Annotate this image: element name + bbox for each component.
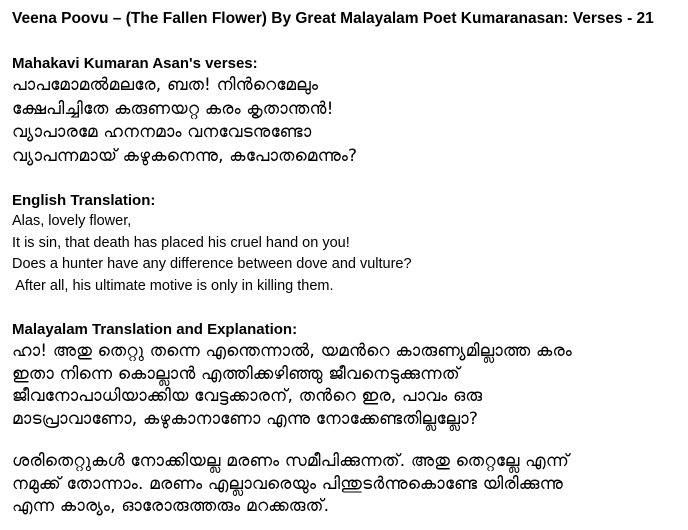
english-line-1: Alas, lovely flower, xyxy=(12,213,132,229)
english-line-4: After all, his ultimate motive is only in killing them. xyxy=(12,277,334,294)
verse-line-3: വ്യാപാരമേ ഹനനമാം വനവേടനുണ്ടോ xyxy=(12,122,312,142)
explanation-p1-line-4: മാടപ്രാവാണോ, കഴുകാനാണോ എന്നു നോക്കേണ്ടതില്ലല്ലോ? xyxy=(12,408,479,429)
verse-line-1: പാപമോമൽമലരേ, ബത! നിൻറെമേലും xyxy=(12,75,319,95)
page-title: Veena Poovu – (The Fallen Flower) By Great Malayalam Poet Kumaranasan: Verses - 21 xyxy=(12,10,654,27)
verses-heading: Mahakavi Kumaran Asan's verses: xyxy=(12,55,258,72)
explanation-p1-line-1: ഹാ! അതു തെറ്റു തന്നെ എന്തെന്നാൽ, യമൻറെ കാരുണ്യമില്ലാത്ത കരം xyxy=(12,341,572,361)
explanation-p2-line-2: നമുക്ക് തോന്നാം. മരണം എല്ലാവരെയും പിന്തുടർന്നുകൊണ്ടേ യിരിക്കുന്നു xyxy=(12,473,563,494)
explanation-p2-line-1: ശരിതെറ്റുകൾ നോക്കിയല്ല മരണം സമീപിക്കുന്നത്. അതു തെറ്റല്ലേ എന്ന് xyxy=(12,451,569,471)
spacer xyxy=(12,168,678,191)
spacer xyxy=(12,297,678,320)
verse-line-4: വ്യാപന്നമായ് കഴുകനെന്നു, കപോതമെന്നും? xyxy=(12,145,358,166)
verses-section xyxy=(12,54,678,168)
spacer xyxy=(12,29,678,54)
english-heading: English Translation: xyxy=(12,192,156,209)
explanation-p2-line-3: എന്ന കാര്യം, ഓരോരുത്തരും മറക്കരുത്. xyxy=(12,496,330,516)
malayalam-heading: Malayalam Translation and Explanation: xyxy=(12,321,298,338)
spacer xyxy=(12,430,678,450)
english-section xyxy=(12,191,678,297)
explanation-p1-line-2: ഇതാ നിന്നെ കൊല്ലാൻ എത്തിക്കഴിഞ്ഞു ജീവനെടുക്കുന്നത് xyxy=(12,363,460,384)
explanation-p1-line-3: ജീവനോപാധിയാക്കിയ വേട്ടക്കാരന്, തൻറെ ഇര, പാവം ഒരു xyxy=(12,386,483,406)
english-line-3: Does a hunter have any difference between dove and vulture? xyxy=(12,256,412,272)
malayalam-section xyxy=(12,320,678,518)
english-line-2: It is sin, that death has placed his cruel hand on you! xyxy=(12,234,350,251)
verse-line-2: ക്ഷേപിച്ചിതേ കരുണയറ്റ കരം കൃതാന്തൻ! xyxy=(12,98,334,119)
